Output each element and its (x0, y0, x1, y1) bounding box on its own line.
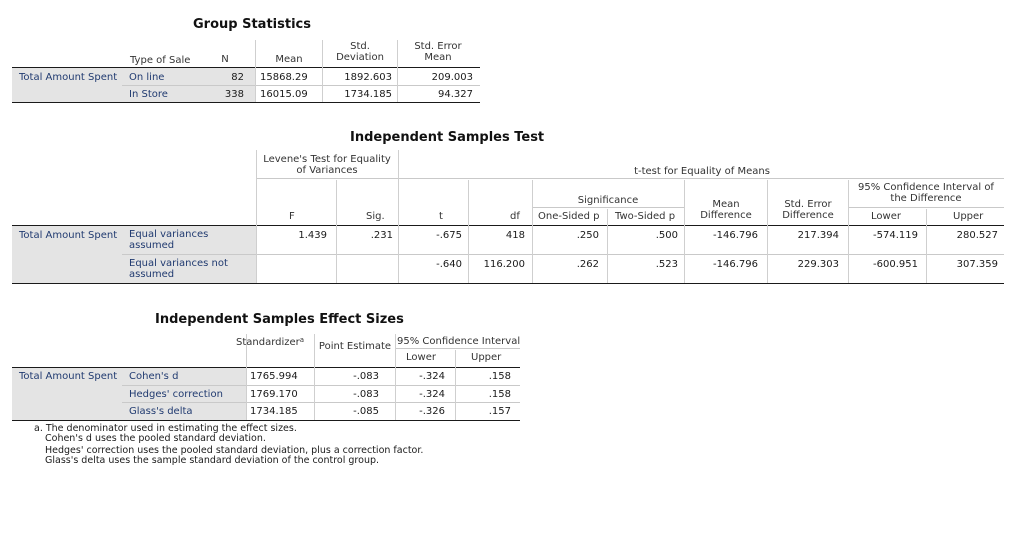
cell-standardizer: 1769.170 (250, 389, 298, 400)
cell-lower: -.324 (419, 371, 445, 382)
cell-two-sided-p: .500 (655, 230, 678, 241)
header-point-estimate: Point Estimate (318, 341, 392, 352)
header-ttest: t-test for Equality of Means (634, 166, 770, 177)
header-confidence-interval: 95% Confidence Interval of the Difference (858, 182, 994, 204)
cell-sig: .231 (370, 230, 393, 241)
cell-std-error-difference: 229.303 (797, 259, 839, 270)
row-divider (122, 254, 1004, 255)
cell-upper: .158 (488, 371, 511, 382)
row-divider (122, 402, 520, 403)
cell-upper: .157 (488, 406, 511, 417)
cell-mean: 15868.29 (260, 72, 308, 83)
cell-df: 116.200 (483, 259, 525, 270)
cell-std-error-difference: 217.394 (797, 230, 839, 241)
footnote-hedges: Hedges' correction uses the pooled standard deviation, plus a correction factor. (45, 445, 424, 456)
column-divider (314, 334, 315, 420)
header-f: F (289, 211, 295, 222)
cell-standardizer: 1765.994 (250, 371, 298, 382)
column-divider (607, 209, 608, 283)
header-one-sided-p: One-Sided p (538, 211, 600, 222)
header-n: N (221, 54, 229, 65)
header-std-error-difference: Std. Error Difference (782, 199, 834, 221)
group-statistics-title: Group Statistics (193, 17, 311, 32)
column-divider (767, 180, 768, 283)
cell-std-error: 94.327 (438, 89, 473, 100)
variable-label: Total Amount Spent (19, 72, 118, 83)
column-divider (397, 40, 398, 102)
column-divider (255, 40, 256, 102)
footnote-marker: a (299, 336, 305, 344)
cell-point-estimate: -.085 (353, 406, 379, 417)
header-t: t (439, 211, 443, 222)
table-rule (12, 283, 1004, 284)
header-std-deviation: Std. Deviation (336, 41, 384, 63)
cell-mean-difference: -146.796 (713, 259, 758, 270)
table-rule (12, 102, 480, 103)
column-divider (455, 350, 456, 420)
column-divider (532, 180, 533, 283)
header-divider (256, 178, 1004, 179)
header-mean: Mean (275, 54, 303, 65)
table-rule (12, 225, 1004, 226)
header-divider (395, 348, 520, 349)
variable-label: Total Amount Spent (19, 371, 118, 382)
cell-one-sided-p: .262 (576, 259, 599, 270)
cell-lower: -.326 (419, 406, 445, 417)
column-divider (848, 180, 849, 283)
header-divider (532, 207, 684, 208)
cell-mean: 16015.09 (260, 89, 308, 100)
cell-point-estimate: -.083 (353, 389, 379, 400)
cell-upper: 280.527 (956, 230, 998, 241)
cell-standardizer: 1734.185 (250, 406, 298, 417)
table-rule (12, 420, 520, 421)
header-significance: Significance (577, 195, 639, 206)
row-glass-delta: Glass's delta (129, 406, 193, 417)
row-equal-variances-assumed: Equal variances assumed (129, 229, 209, 251)
header-mean-difference: Mean Difference (700, 199, 752, 221)
header-divider (848, 207, 1004, 208)
row-type-online: On line (129, 72, 165, 83)
cell-point-estimate: -.083 (353, 371, 379, 382)
table-rule (12, 367, 520, 368)
header-df: df (510, 211, 520, 222)
row-type-in-store: In Store (129, 89, 168, 100)
header-upper: Upper (471, 352, 502, 363)
column-divider (398, 150, 399, 283)
header-type-of-sale: Type of Sale (130, 55, 191, 66)
cell-n: 338 (224, 89, 244, 100)
cell-std-error: 209.003 (431, 72, 473, 83)
column-divider (684, 180, 685, 283)
cell-t: -.675 (436, 230, 462, 241)
footnote-glass: Glass's delta uses the sample standard deviation of the control group. (45, 455, 380, 466)
column-divider (322, 40, 323, 102)
row-divider (122, 385, 520, 386)
cell-lower: -574.119 (873, 230, 918, 241)
column-divider (468, 180, 469, 283)
header-sig: Sig. (366, 211, 385, 222)
independent-test-title: Independent Samples Test (350, 130, 545, 145)
header-confidence-interval: 95% Confidence Interval (397, 336, 521, 347)
header-lower: Lower (406, 352, 436, 363)
effect-sizes-title: Independent Samples Effect Sizes (155, 312, 404, 327)
column-divider (395, 334, 396, 420)
cell-lower: -600.951 (873, 259, 918, 270)
row-hedges-correction: Hedges' correction (129, 389, 223, 400)
header-upper: Upper (953, 211, 984, 222)
cell-upper: 307.359 (956, 259, 998, 270)
cell-std-deviation: 1734.185 (344, 89, 392, 100)
header-lower: Lower (871, 211, 901, 222)
column-divider (336, 180, 337, 283)
footnote-cohens-d: Cohen's d uses the pooled standard deviation. (45, 433, 266, 444)
cell-lower: -.324 (419, 389, 445, 400)
row-equal-variances-not-assumed: Equal variances not assumed (129, 258, 228, 280)
header-standardizer: Standardizer$^a$ (236, 336, 305, 348)
header-two-sided-p: Two-Sided p (615, 211, 676, 222)
table-rule (12, 67, 480, 68)
header-std-error-mean: Std. Error Mean (414, 41, 462, 63)
cell-std-deviation: 1892.603 (344, 72, 392, 83)
row-divider (122, 85, 480, 86)
column-divider (256, 150, 257, 283)
cell-df: 418 (505, 230, 525, 241)
cell-t: -.640 (436, 259, 462, 270)
variable-label: Total Amount Spent (19, 230, 118, 241)
cell-mean-difference: -146.796 (713, 230, 758, 241)
cell-two-sided-p: .523 (655, 259, 678, 270)
row-cohens-d: Cohen's d (129, 371, 179, 382)
footnote-a: a. The denominator used in estimating the effect sizes. (34, 423, 297, 434)
cell-one-sided-p: .250 (576, 230, 599, 241)
header-levene: Levene's Test for Equality of Variances (263, 154, 391, 176)
cell-f: 1.439 (298, 230, 327, 241)
column-divider (926, 209, 927, 283)
cell-upper: .158 (488, 389, 511, 400)
cell-n: 82 (231, 72, 244, 83)
